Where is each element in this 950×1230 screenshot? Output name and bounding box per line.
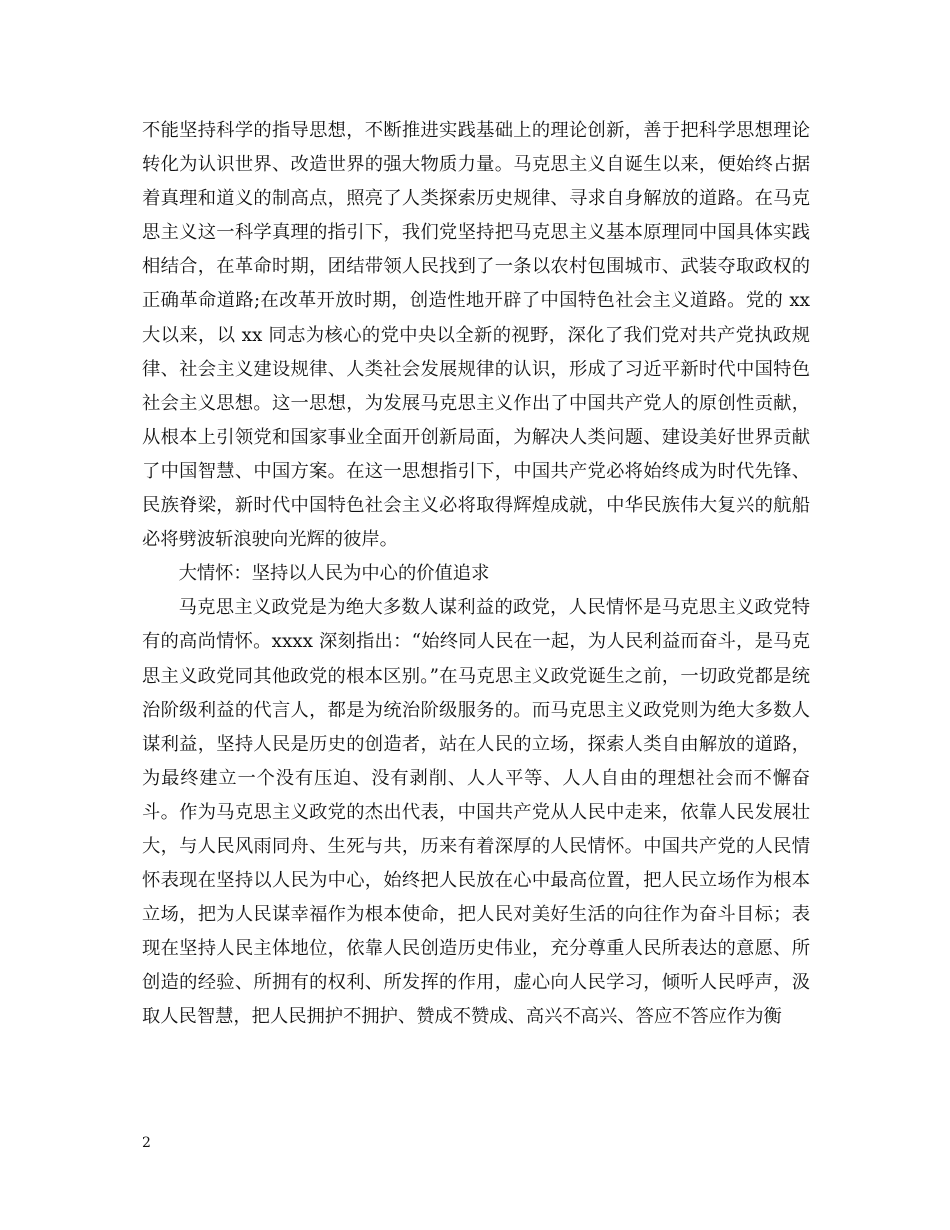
- body-text: [142, 114, 810, 1035]
- section-heading: 大情怀：坚持以人民为中心的价值追求: [178, 563, 490, 585]
- page-number: 2: [142, 1135, 151, 1151]
- paragraph: 马克思主义政党是为绝大多数人谋利益的政党，人民情怀是马克思主义政党特有的高尚情怀。xxxx 深刻指出：“始终同人民在一起，为人民利益而奋斗，是马克思主义政党同其他政党的根本区别。”在马克思主义政党诞生之前，一切政党都是统治阶级利益的代言人，都是为统治阶级服务的。而马克思主义政党则为绝大多数人谋利益，坚持人民是历史的创造者，站在人民的立场，探索人类自由解放的道路，为最终建立一个没有压迫、没有剥削、人人平等、人人自由的理想社会而不懈奋斗。作为马克思主义政党的杰出代表，中国共产党从人民中走来，依靠人民发展壮大，与人民风雨同舟、生死与共，历来有着深厚的人民情怀。中国共产党的人民情怀表现在坚持以人民为中心，始终把人民放在心中最高位置，把人民立场作为根本立场，把为人民谋幸福作为根本使命，把人民对美好生活的向往作为奋斗目标；表现在坚持人民主体地位，依靠人民创造历史伟业，充分尊重人民所表达的意愿、所创造的经验、所拥有的权利、所发挥的作用，虚心向人民学习，倾听人民呼声，汲取人民智慧，把人民拥护不拥护、赞成不赞成、高兴不高兴、答应不答应作为衡: [142, 597, 810, 1028]
- paragraph-continuation: 不能坚持科学的指导思想，不断推进实践基础上的理论创新，善于把科学思想理论转化为认识世界、改造世界的强大物质力量。马克思主义自诞生以来，便始终占据着真理和道义的制高点，照亮了人类探索历史规律、寻求自身解放的道路。在马克思主义这一科学真理的指引下，我们党坚持把马克思主义基本原理同中国具体实践相结合，在革命时期，团结带领人民找到了一条以农村包围城市、武装夺取政权的正确革命道路;在改革开放时期，创造性地开辟了中国特色社会主义道路。党的 xx 大以来，以 xx 同志为核心的党中央以全新的视野，深化了我们党对共产党执政规律、社会主义建设规律、人类社会发展规律的认识，形成了习近平新时代中国特色社会主义思想。这一思想，为发展马克思主义作出了中国共产党人的原创性贡献，从根本上引领党和国家事业全面开创新局面，为解决人类问题、建设美好世界贡献了中国智慧、中国方案。在这一思想指引下，中国共产党必将始终成为时代先锋、民族脊梁，新时代中国特色社会主义必将取得辉煌成就，中华民族伟大复兴的航船必将劈波斩浪驶向光辉的彼岸。: [142, 120, 810, 551]
